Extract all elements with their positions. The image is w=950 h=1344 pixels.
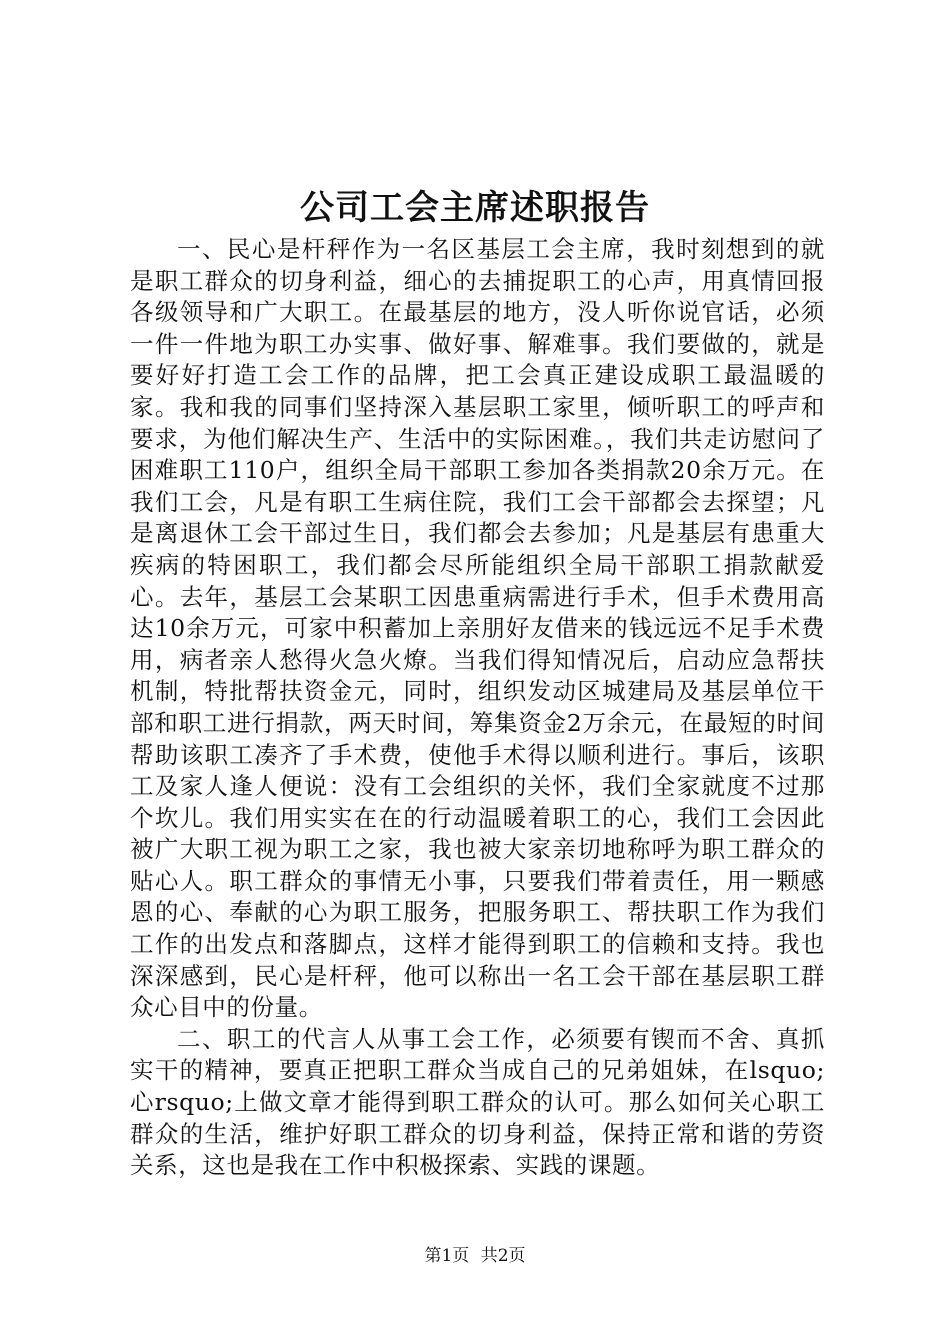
paragraph-1: 一、民心是杆秤作为一名区基层工会主席，我时刻想到的就是职工群众的切身利益，细心的去捕捉职工的心声，用真情回报各级领导和广大职工。在最基层的地方，没人听你说官话，必须一件一件地为职工办实事、做好事、解难事。我们要做的，就是要好好打造工会工作的品牌，把工会真正建设成职工最温暖的家。我和我的同事们坚持深入基层职工家里，倾听职工的呼声和要求，为他们解决生产、生活中的实际困难。，我们共走访慰问了困难职工110户，组织全局干部职工参加各类捐款20余万元。在我们工会，凡是有职工生病住院，我们工会干部都会去探望；凡是离退休工会干部过生日，我们都会去参加；凡是基层有患重大疾病的特困职工，我们都会尽所能组织全局干部职工捐款献爱心。去年，基层工会某职工因患重病需进行手术，但手术费用高达10余万元，可家中积蓄加上亲朋好友借来的钱远远不足手术费用，病者亲人愁得火急火燎。当我们得知情况后，启动应急帮扶机制，特批帮扶资金元，同时，组织发动区城建局及基层单位干部和职工进行捐款，两天时间，筹集资金2万余元，在最短的时间帮助该职工凑齐了手术费，使他手术得以顺利进行。事后，该职工及家人逢人便说：没有工会组织的关怀，我们全家就度不过那个坎儿。我们用实实在在的行动温暖着职工的心，我们工会因此被广大职工视为职工之家，我也被大家亲切地称呼为职工群众的贴心人。职工群众的事情无小事，只要我们带着责任，用一颗感恩的心、奉献的心为职工服务，把服务职工、帮扶职工作为我们工作的出发点和落脚点，这样才能得到职工的信赖和支持。我也深深感到，民心是杆秤，他可以称出一名工会干部在基层职工群众心目中的份量。 (130, 235, 825, 1022)
paragraph-2: 二、职工的代言人从事工会工作，必须要有锲而不舍、真抓实干的精神，要真正把职工群众当成自己的兄弟姐妹，在lsquo;心rsquo;上做文章才能得到职工群众的认可。那么如何关心职工群众的生活，维护好职工群众的切身利益，保持正常和谐的劳资关系，这也是我在工作中积极探索、实践的课题。 (130, 1024, 825, 1180)
page-total: 共2页 (480, 1246, 526, 1266)
document-title: 公司工会主席述职报告 (300, 188, 650, 228)
page-number: 第1页 (424, 1246, 470, 1266)
document-body (130, 234, 825, 1182)
page-footer (0, 1244, 950, 1268)
